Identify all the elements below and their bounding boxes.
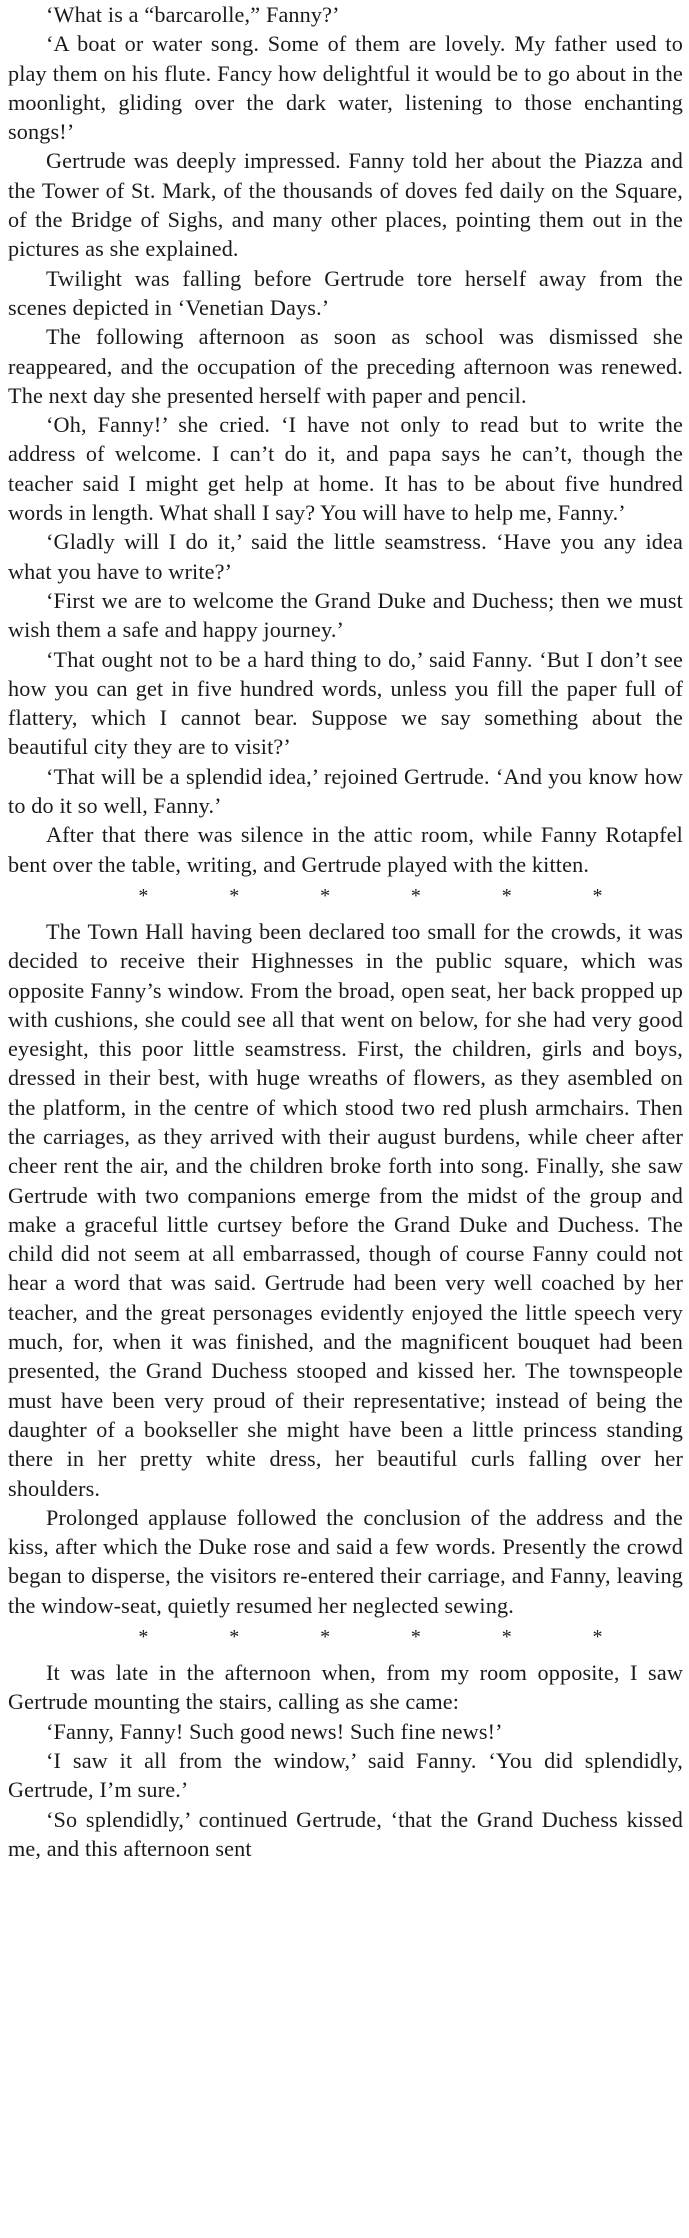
separator-star: * (501, 884, 512, 907)
paragraph: The Town Hall having been declared too small for the crowds, it was decided to receive their Highnesses in the public square, which was opposite Fanny’s window. From the broad, open seat, her back propped up with cushions, she could see all that went on below, for she had very good eyesight, this poor little seamstress. First, the children, girls and boys, dressed in their best, with huge wreaths of flowers, as they asembled on the platform, in the centre of which stood two red plush armchairs. Then the carriages, as they arrived with their august burdens, while cheer after cheer rent the air, and the children broke forth into song. Finally, she saw Gertrude with two companions emerge from the midst of the group and make a graceful little curtsey before the Grand Duke and Duchess. The child did not seem at all embarrassed, though of course Fanny could not hear a word that was said. Gertrude had been very well coached by her teacher, and the great personages evidently enjoyed the little speech very much, for, when it was finished, and the magnificent bouquet had been presented, the Grand Duchess stooped and kissed her. The townspeople must have been very proud of their representative; instead of being the daughter of a bookseller she might have been a little princess standing there in her pretty white dress, her beautiful curls falling over her shoulders. (8, 918, 683, 1501)
paragraph: ‘A boat or water song. Some of them are lovely. My father used to play them on his flute. Fancy how delightful it would be to go about in the moonlight, gliding over the dark water, listening to those enchanting songs!’ (8, 31, 683, 145)
text-section-3 (8, 1658, 683, 1863)
text-section-1 (8, 0, 683, 879)
separator-star: * (592, 1626, 603, 1649)
paragraph: ‘So splendidly,’ continued Gertrude, ‘that the Grand Duchess kissed me, and this afternoon sent (8, 1806, 683, 1861)
separator-star: * (410, 1626, 421, 1649)
separator-star: * (229, 1626, 240, 1649)
paragraph: ‘Oh, Fanny!’ she cried. ‘I have not only to read but to write the address of welcome. I can’t do it, and papa says he can’t, though the teacher said I might get help at home. It has to be about five hundred words in length. What shall I say? You will have to help me, Fanny.’ (8, 412, 683, 526)
separator-star: * (320, 1626, 331, 1649)
paragraph: ‘First we are to welcome the Grand Duke and Duchess; then we must wish them a safe and happy journey.’ (8, 587, 683, 643)
separator-star: * (229, 884, 240, 907)
separator-star: * (592, 884, 603, 907)
separator-star: * (501, 1626, 512, 1649)
paragraph: Gertrude was deeply impressed. Fanny told her about the Piazza and the Tower of St. Mark, of the thousands of doves fed daily on the Square, of the Bridge of Sighs, and many other places, pointing them out in the pictures as she explained. (8, 148, 683, 262)
section-separator (8, 1623, 683, 1652)
paragraph: ‘That ought not to be a hard thing to do,’ said Fanny. ‘But I don’t see how you can get in five hundred words, unless you fill the paper full of flattery, which I cannot bear. Suppose we say something about the beautiful city they are to visit?’ (8, 646, 683, 760)
paragraph: Prolonged applause followed the conclusion of the address and the kiss, after which the Duke rose and said a few words. Presently the crowd began to disperse, the visitors re-entered their carriage, and Fanny, leaving the window-seat, quietly resumed her neglected sewing. (8, 1504, 683, 1618)
paragraph: Twilight was falling before Gertrude tore herself away from the scenes depicted in ‘Venetian Days.’ (8, 265, 683, 320)
paragraph: ‘Fanny, Fanny! Such good news! Such fine news!’ (46, 1718, 503, 1744)
text-section-2 (8, 917, 683, 1620)
separator-star: * (138, 1626, 149, 1649)
paragraph: ‘I saw it all from the window,’ said Fanny. ‘You did splendidly, Gertrude, I’m sure.’ (8, 1747, 683, 1803)
paragraph: After that there was silence in the attic room, while Fanny Rotapfel bent over the table, writing, and Gertrude played with the kitten. (8, 822, 683, 877)
section-separator (8, 882, 683, 911)
separator-star: * (138, 884, 149, 907)
separator-star: * (320, 884, 331, 907)
paragraph: ‘What is a “barcarolle,” Fanny?’ (46, 2, 340, 27)
paragraph: ‘Gladly will I do it,’ said the little seamstress. ‘Have you any idea what you have to write?’ (8, 529, 683, 584)
separator-star: * (410, 884, 421, 907)
paragraph: It was late in the afternoon when, from my room opposite, I saw Gertrude mounting the stairs, calling as she came: (8, 1660, 683, 1715)
paragraph: The following afternoon as soon as school was dismissed she reappeared, and the occupation of the preceding afternoon was renewed. The next day she presented herself with paper and pencil. (8, 324, 683, 408)
paragraph: ‘That will be a splendid idea,’ rejoined Gertrude. ‘And you know how to do it so well, Fanny.’ (8, 763, 683, 819)
